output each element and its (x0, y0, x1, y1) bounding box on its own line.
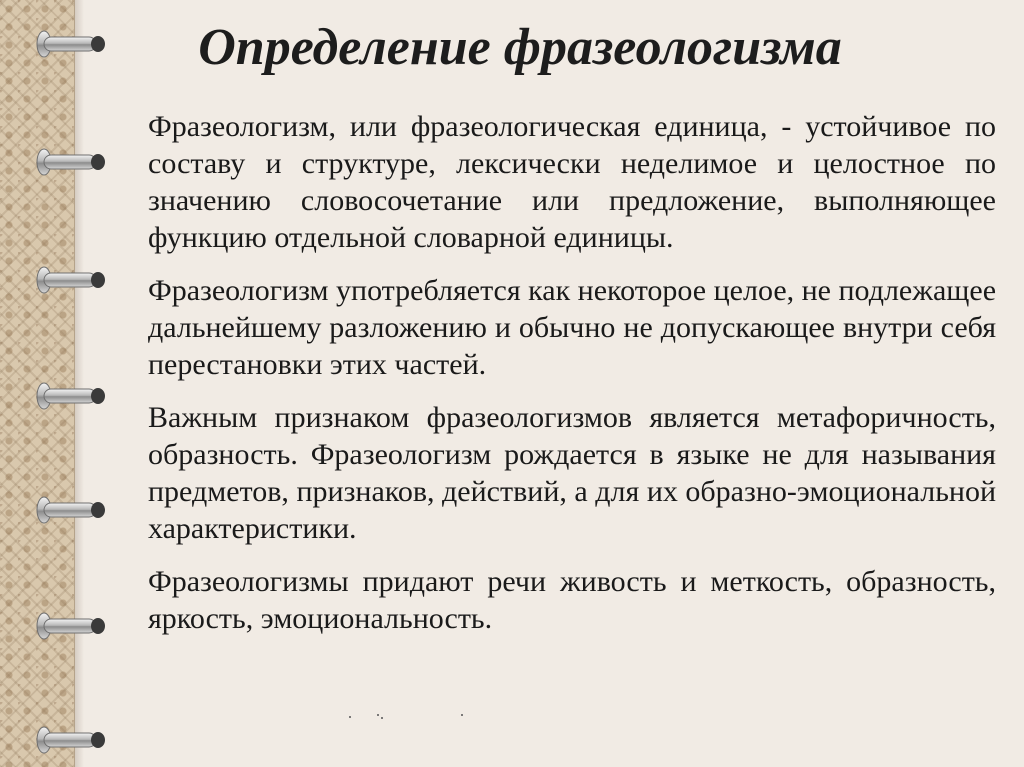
definition-paragraph: Фразеологизм, или фразеологическая единица, - устойчивое по составу и структуре, лексически неделимое и целостное по значению словосочетание или предложение, выполняющее функцию отдельной словарной единицы. (148, 110, 996, 254)
decorative-dots (345, 708, 475, 720)
metaphor-paragraph: Важным признаком фразеологизмов является метафоричность, образность. Фразеологизм рождается в языке не для называния предметов, признаков, действий, а для их образно-эмоциональной характеристики. (148, 401, 996, 545)
expressiveness-paragraph: Фразеологизмы придают речи живость и меткость, образность, яркость, эмоциональность. (148, 565, 996, 635)
binder-ring-icon (36, 492, 110, 528)
slide-body (148, 108, 996, 653)
binder-ring-icon (36, 262, 110, 298)
slide-title: Определение фразеологизма (198, 19, 842, 76)
usage-paragraph: Фразеологизм употребляется как некоторое целое, не подлежащее дальнейшему разложению и обычно не допускающее внутри себя перестановки этих частей. (148, 274, 997, 381)
binder-ring-icon (36, 608, 110, 644)
binder-ring-icon (36, 378, 110, 414)
binder-ring-icon (36, 144, 110, 180)
binder-ring-icon (36, 722, 110, 758)
binder-ring-icon (36, 26, 110, 62)
